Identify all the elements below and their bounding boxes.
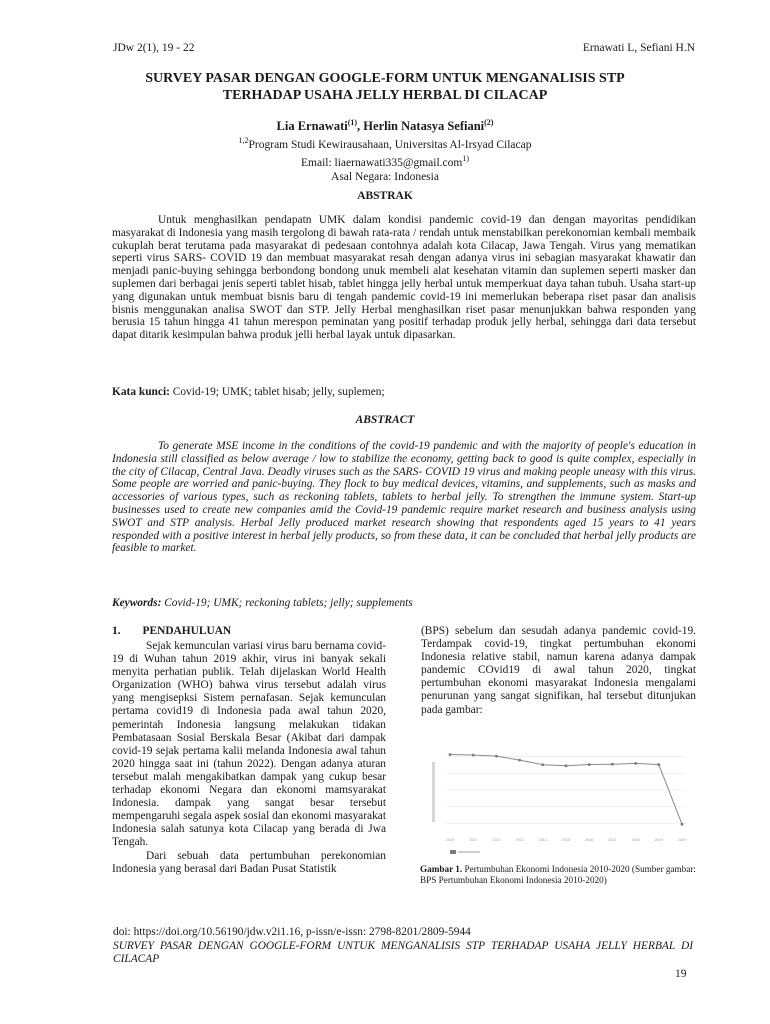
keywords-text: Covid-19; UMK; reckoning tablets; jelly; supplements xyxy=(161,597,413,609)
data-point xyxy=(588,763,591,766)
affil-email[interactable]: Email: liaernawati335@gmail.com xyxy=(301,156,463,169)
data-point xyxy=(472,754,475,757)
data-point xyxy=(518,759,521,762)
author-2: Herlin Natasya Sefiani xyxy=(363,119,485,134)
data-point xyxy=(541,763,544,766)
intro-paragraph-1: Sejak kemunculan variasi virus baru bernama covid-19 di Wuhan tahun 2019 akhir, virus ini banyak sekali menyita perhatian publik. Telah dijelaskan World Health Organization (WHO) bahwa virus tersebut adalah virus yang mengisepksi Sistem pernafasan. Sejak kemunculan pertama covid19 di Indonesia pada awal tahun 2020, pemerintah Indonesia langsung melakukan tidakan Pembatasaan Sosial Berskala Besar (Akibat dari dampak covid-19 sejak pertama kalii melanda Indonesia awal tahun 2020 hingga saat ini (tahun 2022). Dengan adanya aturan tersebut malah mengakibatkan dampak yang cukup besar terhadap ekonomi Negara dan ekonomi mamsyarakat Indonesia. dampak yang sangat besar tersebut mempengaruhi segala aspek sosial dan ekonomi masyarakat Indonesia salah satunya kota Cilacap yang berada di Jwa Tengah. xyxy=(112,640,386,849)
journal-header: JDw 2(1), 19 - 22 xyxy=(113,42,195,54)
x-tick-label: 2018 xyxy=(631,838,640,842)
intro-right-column xyxy=(421,625,696,717)
abstract-text: To generate MSE income in the conditions of the covid-19 pandemic and with the majority of people's education in Indonesia still classified as below average / low to stabilize the economy, getting back to good is quite complex, especially in the city of Cilacap, Central Java. Deadly viruses such as the SARS- COVID 19 virus and making people uneasy with this virus. Some people are worried and panic-buying. They flock to buy medical devices, vitamins, and supplements, such as masks and accessories of various types, such as reckoning tablets, tablets to herbal jelly. To strengthen the immune system. Start-up businesses used to create new companies amid the Covid-19 pandemic require market research and business analysis using SWOT and STP analysis. Herbal Jelly produced market research showing that respondents aged 15 years to 41 years responded with a positive interest in herbal jelly products, so from these data, it can be concluded that herbal jelly products are feasible to market. xyxy=(112,440,696,555)
growth-line-chart xyxy=(420,740,695,860)
intro-left-column xyxy=(112,640,386,876)
x-tick-label: 2016 xyxy=(585,838,594,842)
affil-sup: 1,2 xyxy=(238,136,249,145)
abstrak-body xyxy=(112,214,696,342)
author-1-sup: (1) xyxy=(347,118,358,127)
affil-program: Program Studi Kewirausahaan, Universitas Al-Irsyad Cilacap xyxy=(248,138,532,151)
title-line-2: TERHADAP USAHA JELLY HERBAL DI CILACAP xyxy=(222,88,548,103)
keywords-label: Keywords: xyxy=(112,597,162,609)
page-footer xyxy=(113,926,693,967)
keywords xyxy=(112,597,413,609)
abstract-heading: ABSTRACT xyxy=(355,414,415,426)
affiliation xyxy=(0,134,770,184)
x-tick-label: 2011 xyxy=(469,838,478,842)
legend-swatch xyxy=(450,850,456,854)
email-sup: 1) xyxy=(462,153,469,163)
x-tick-label: 2017 xyxy=(608,838,617,842)
author-sep: , xyxy=(357,119,364,134)
data-point xyxy=(565,764,568,767)
x-tick-label: 2019 xyxy=(654,838,663,842)
section-title: PENDAHULUAN xyxy=(142,625,232,637)
figure-caption xyxy=(420,864,700,886)
author-2-sup: (2) xyxy=(484,118,494,127)
y-axis-label-blur xyxy=(432,762,435,822)
section-number: 1. xyxy=(112,625,121,637)
doi-line[interactable]: doi: https://doi.org/10.56190/jdw.v2i1.16, p-issn/e-issn: 2798-8201/2809-5944 xyxy=(113,926,471,938)
chart-background xyxy=(420,740,695,860)
x-tick-label: 2020 xyxy=(678,838,686,842)
paper-title xyxy=(0,70,770,104)
kata-kunci xyxy=(112,386,385,398)
abstrak-text: Untuk menghasilkan pendapatn UMK dalam kondisi pandemic covid-19 dan dengan mayoritas pendidikan masyarakat di Indonesia yang masih tergolong di bawah rata-rata / rendah untuk menstabilkan perekonomian kembali membaik cukuplah berat terutama pada masyarakat di pedesaan contohnya adalah kota Cilacap, Jawa Tengah. Virus yang mematikan seperti virus SARS- COVID 19 dan membuat masyarakat resah dengan adanya virus ini sebagian masyarakat khawatir dan menjadi panic-buying sehingga berbondong bondong unuk membeli alat kesehatan vitamin dan suplemen seperti masker dan suplemen dari berbagai jenis seperti tablet hisab, tablet hingga jelly herbal untuk memperkuat daya tahan tubuh. Usaha start-up yang digunakan untuk membuat bisnis baru di tengah pandemic covid-19 ini memerlukan beberapa riset pasar dan analisis bisnis menggunakan analisa SWOT dan STP. Jelly Herbal menghasilkan riset pasar menunjukkan bahwa responden yang berusia 15 tahun hingga 41 tahun merespon peminatan yang positif terhadap produk jelly herbal, sehingga dari data tersebut dapat ditarik kesimpulan bahwa produk jelli herbal layak untuk dipasarkan. xyxy=(112,214,696,342)
abstract-body xyxy=(112,440,696,555)
x-tick-label: 2013 xyxy=(515,838,524,842)
data-point xyxy=(681,823,684,826)
data-point xyxy=(449,753,452,756)
x-tick-label: 2014 xyxy=(538,838,547,842)
caption-label: Gambar 1. xyxy=(420,864,463,874)
abstrak-heading: ABSTRAK xyxy=(357,190,413,202)
x-tick-label: 2012 xyxy=(492,838,501,842)
kata-kunci-label: Kata kunci: xyxy=(112,386,170,398)
title-line-1: SURVEY PASAR DENGAN GOOGLE-FORM UNTUK MENGANALISIS STP xyxy=(145,71,625,86)
x-tick-label: 2010 xyxy=(446,838,454,842)
kata-kunci-text: Covid-19; UMK; tablet hisab; jelly, suplemen; xyxy=(169,386,385,398)
page-number: 19 xyxy=(675,968,687,980)
authors xyxy=(0,118,770,134)
affil-country: Asal Negara: Indonesia xyxy=(331,170,439,183)
data-point xyxy=(611,763,614,766)
legend-label-blur xyxy=(458,851,480,853)
growth-figure xyxy=(420,740,695,860)
intro-paragraph-2: Dari sebuah data pertumbuhan perekonomian Indonesia yang berasal dari Badan Pusat Statistik xyxy=(112,849,386,875)
author-1: Lia Ernawati xyxy=(276,119,348,134)
caption-text: Pertumbuhan Ekonomi Indonesia 2010-2020 (Sumber gambar: BPS Pertumbuhan Ekonomi Indonesia 2010-2020) xyxy=(420,864,696,885)
x-tick-label: 2015 xyxy=(562,838,570,842)
intro-paragraph-right: (BPS) sebelum dan sesudah adanya pandemic covid-19. Terdampak covid-19, tingkat pertumbuhan ekonomi Indonesia relative stabil, namun karena adanya dampak pandemic COvid19 di awal tahun 2020, tingkat pertumbuhan ekonomi masyarakat Indonesia mengalami penurunan yang sangat signifikan, hal tersebut ditunjukan pada gambar: xyxy=(421,625,696,716)
data-point xyxy=(634,762,637,765)
intro-heading xyxy=(112,625,231,637)
data-point xyxy=(495,755,498,758)
running-title: SURVEY PASAR DENGAN GOOGLE-FORM UNTUK MENGANALISIS STP TERHADAP USAHA JELLY HERBAL DI CILACAP xyxy=(113,939,693,965)
author-header: Ernawati L, Sefiani H.N xyxy=(582,42,695,54)
data-point xyxy=(657,763,660,766)
